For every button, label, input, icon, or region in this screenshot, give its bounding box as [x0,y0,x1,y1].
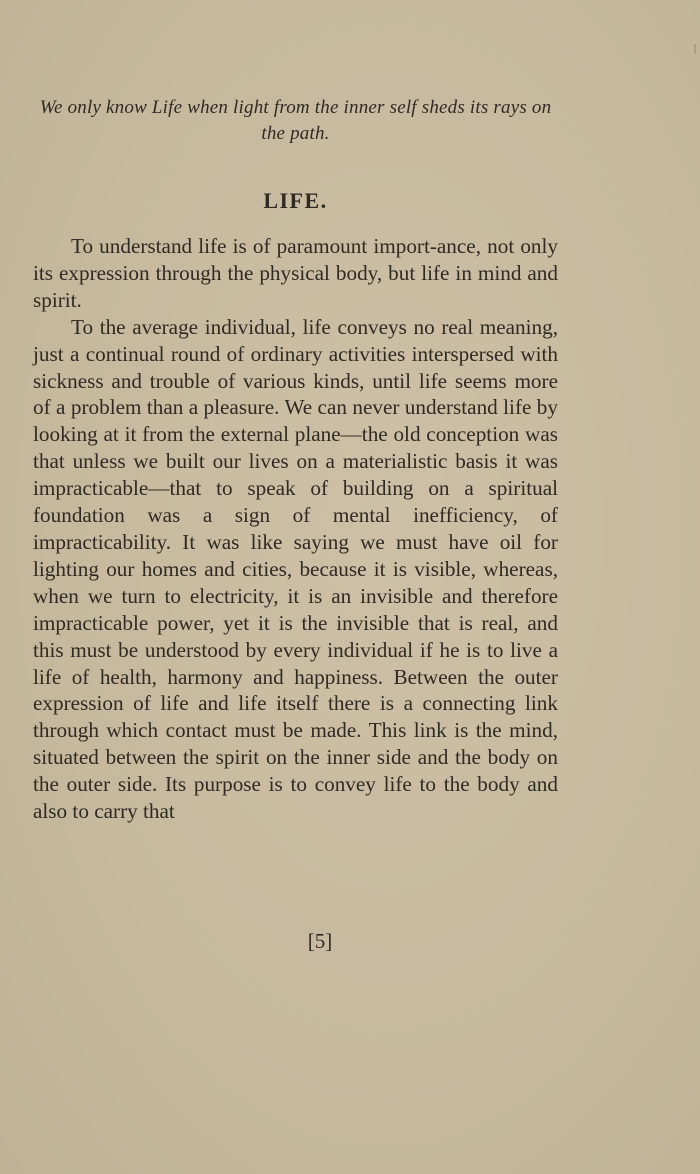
paragraph-2: To the average individual, life conveys no real meaning, just a continual round of ordinary activities interspersed with sickness and trouble of various kinds, until life seems more of a problem than a pleasure. We can never understand life by looking at it from the external plane—the old conception was that unless we built our lives on a materialistic basis it was impracticable—that to speak of building on a spiritual foundation was a sign of mental inefficiency, of impracticability. It was like saying we must have oil for lighting our homes and cities, because it is visible, whereas, when we turn to electricity, it is an invisible and therefore impracticable power, yet it is the invisible that is real, and this must be understood by every individual if he is to live a life of health, harmony and happiness. Between the outer expression of life and life itself there is a connecting link through which contact must be made. This link is the mind, situated between the spirit on the inner side and the body on the outer side. Its purpose is to convey life to the body and also to carry that [33,314,558,824]
page-edge-mark [694,44,696,54]
paragraph-1: To understand life is of paramount import-ance, not only its expression through the physical body, but life in mind and spirit. [33,234,558,312]
page-content [33,95,558,824]
body-text [33,233,558,825]
page-number: [5] [307,929,333,953]
chapter-title: LIFE. [263,188,328,213]
epigraph: We only know Life when light from the inner self sheds its rays on the path. [39,97,552,144]
